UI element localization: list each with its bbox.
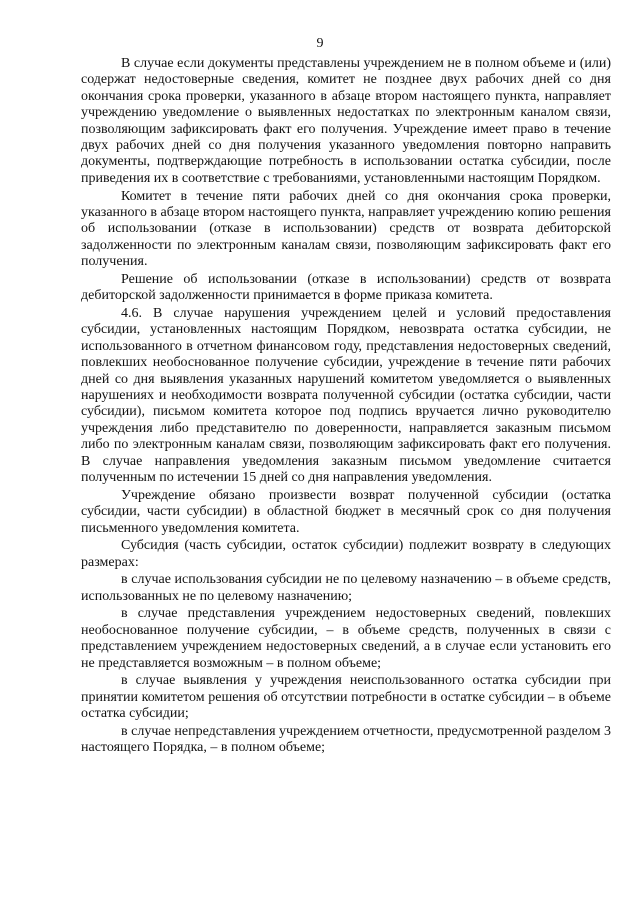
paragraph-incomplete-documents: В случае если документы представлены учреждением не в полном объеме и (или) содержат недостоверные сведения, комитет не позднее двух рабочих дней со дня окончания срока проверки, указанного в абзаце втором настоящего пункта, направляет учреждению уведомление о выявленных недостатках по электронным каналом связи, позволяющим зафиксировать факт его получения. Учреждение имеет право в течение двух рабочих дней со дня получения указанного уведомления повторно направить документы, подтверждающие потребность в использовании остатка субсидии, после приведения их в соответствие с требованиями, установленными настоящим Порядком. (81, 56, 611, 186)
document-body (81, 56, 611, 758)
paragraph-return-obligation: Учреждение обязано произвести возврат полученной субсидии (остатка субсидии, части субсидии) в областной бюджет в месячный срок со дня получения письменного уведомления комитета. (81, 487, 611, 536)
list-item-no-reporting: в случае непредставления учреждением отчетности, предусмотренной разделом 3 настоящего Порядка, – в полном объеме; (81, 723, 611, 756)
list-item-misuse: в случае использования субсидии не по целевому назначению – в объеме средств, использованных не по целевому назначению; (81, 572, 611, 604)
paragraph-return-amounts: Субсидия (часть субсидии, остаток субсидии) подлежит возврату в следующих размерах: (81, 538, 611, 570)
paragraph-decision-form: Решение об использовании (отказе в использовании) средств от возврата дебиторской задолженности принимается в форме приказа комитета. (81, 271, 611, 304)
list-item-false-info: в случае представления учреждением недостоверных сведений, повлекших необоснованное получение субсидии, – в объеме средств, полученных в связи с представлением учреждением недостоверных сведений, а в случае если установить его не представляется возможным – в полном объеме; (81, 606, 611, 671)
page-number: 9 (316, 36, 324, 51)
paragraph-4-6-violations: 4.6. В случае нарушения учреждением целей и условий предоставления субсидии, установленных настоящим Порядком, невозврата остатка субсидии, не использованного в отчетном финансовом году, представления недостоверных сведений, повлекших необоснованное получение субсидии, учреждение в течение пяти рабочих дней со дня выявления указанных нарушений комитетом уведомляется о выявленных нарушениях и необходимости возврата полученной субсидии (остатка субсидии, части субсидии), письмом комитета которое под подпись вручается лично руководителю учреждения либо представителю по доверенности, направляется заказным письмом либо по электронным каналам связи, позволяющим зафиксировать факт его получения. В случае направления уведомления заказным письмом уведомление считается полученным по истечении 15 дней со дня направления уведомления. (81, 305, 611, 486)
list-item-unused-remainder: в случае выявления у учреждения неиспользованного остатка субсидии при принятии комитетом решения об отсутствии потребности в остатке субсидии – в объеме остатка субсидии; (81, 673, 611, 722)
paragraph-committee-decision-copy: Комитет в течение пяти рабочих дней со дня окончания срока проверки, указанного в абзаце втором настоящего пункта, направляет учреждению копию решения об использовании (отказе в использовании) средств от возврата дебиторской задолженности по электронным каналам связи, позволяющим зафиксировать факт его получения. (81, 188, 611, 270)
